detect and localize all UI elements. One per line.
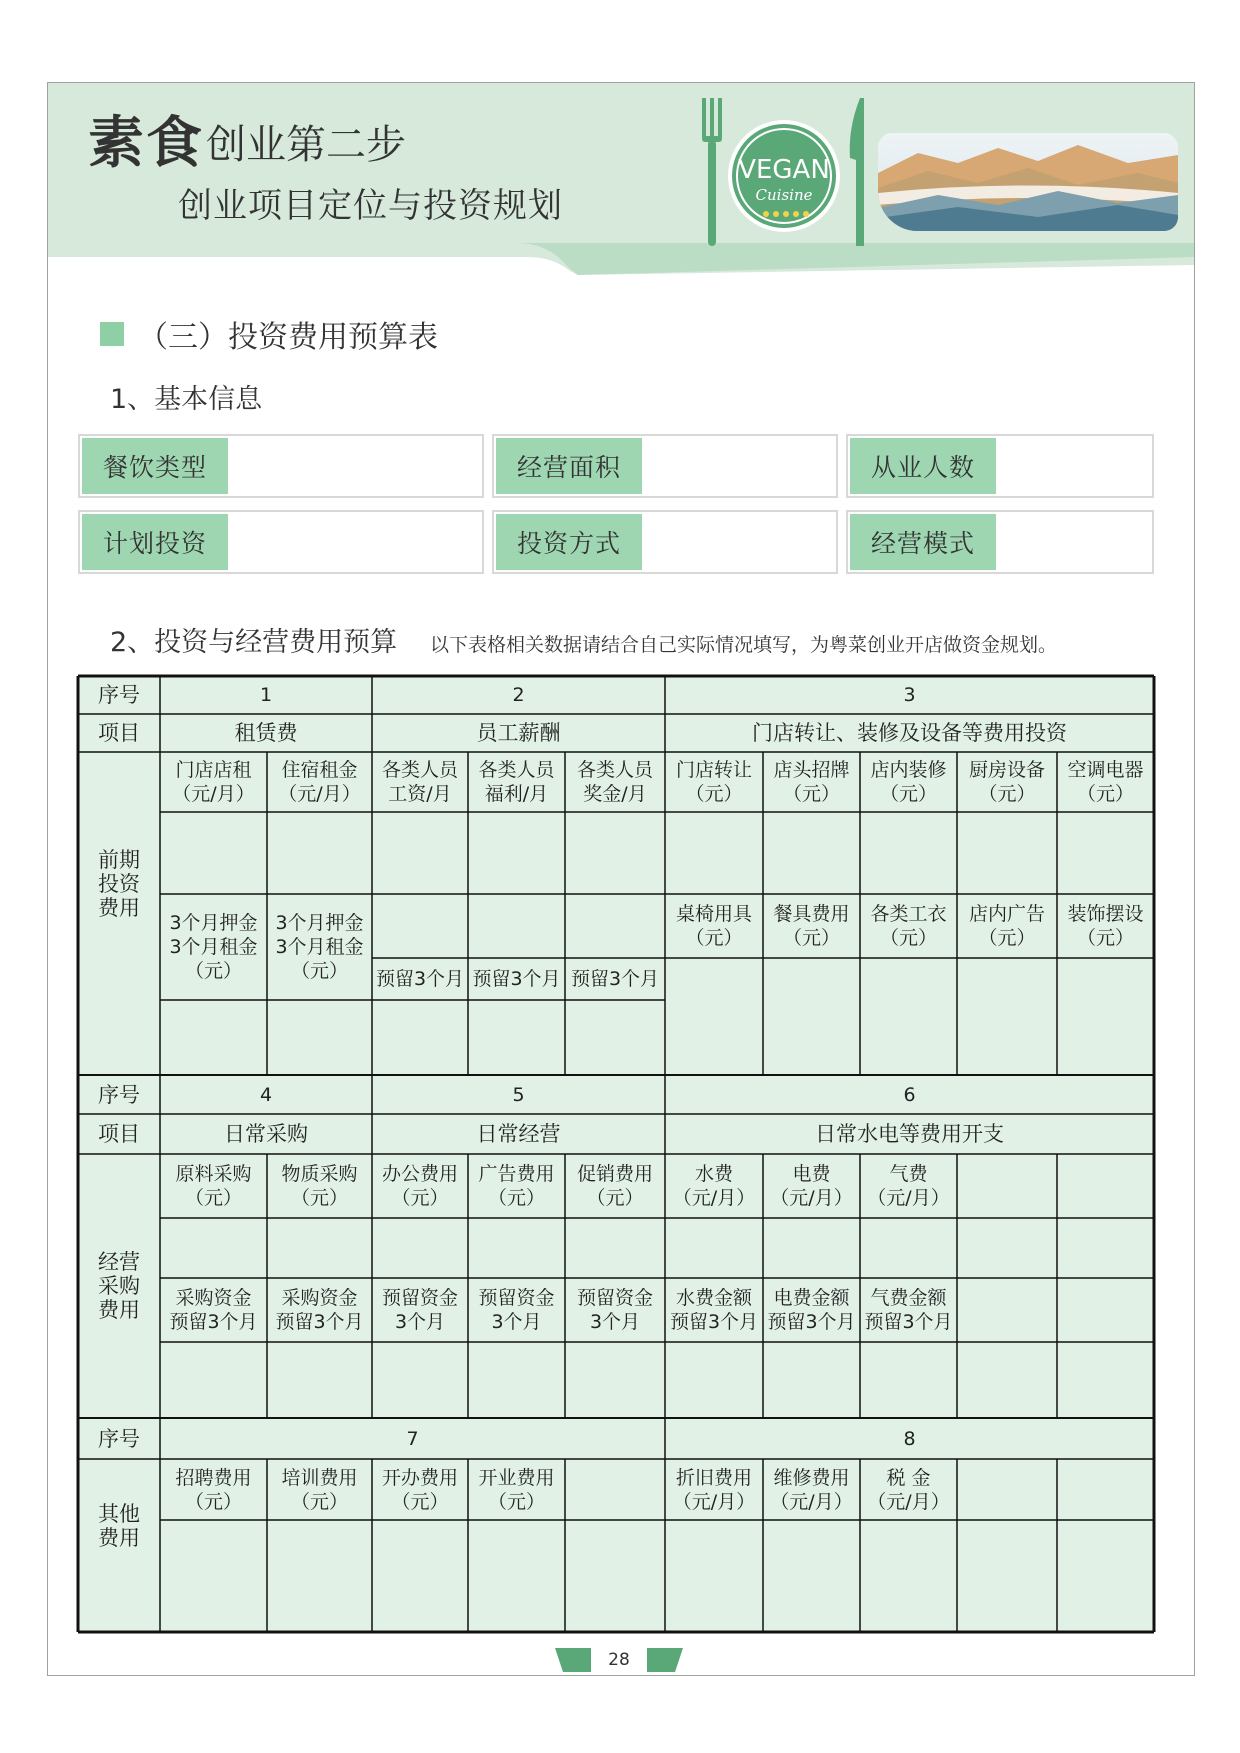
- column-head: 厨房设备 （元）: [968, 759, 1045, 805]
- page-number: 28: [608, 1650, 630, 1670]
- column-head: 各类人员 奖金/月: [576, 759, 653, 805]
- column-head: 培训费用 （元）: [281, 1466, 358, 1513]
- column-head: 水费 （元/月）: [672, 1163, 756, 1209]
- header-title-step: 创业第二步: [206, 122, 406, 168]
- seq-num: 4: [259, 1083, 273, 1106]
- column-head: 采购资金 预留3个月: [275, 1287, 364, 1333]
- column-head: 桌椅用具 （元）: [675, 903, 752, 949]
- column-head: 促销费用 （元）: [576, 1163, 653, 1209]
- seq-num: 5: [512, 1083, 525, 1106]
- column-head: 开业费用 （元）: [478, 1466, 555, 1513]
- section-title-text: （三）投资费用预算表: [138, 320, 438, 355]
- column-head: 空调电器 （元）: [1067, 759, 1144, 805]
- column-head: 采购资金 预留3个月: [169, 1287, 258, 1333]
- item-name: 日常水电等费用开支: [815, 1122, 1004, 1146]
- item-label: 项目: [98, 1122, 140, 1146]
- column-head: 店内广告 （元）: [968, 903, 1045, 949]
- column-head: 装饰摆设 （元）: [1067, 903, 1144, 949]
- subsection-budget: 2、投资与经营费用预算: [110, 627, 398, 658]
- seq-label: 序号: [98, 1426, 140, 1451]
- column-head: 水费金额 预留3个月: [669, 1287, 759, 1333]
- seq-num: 1: [259, 684, 273, 706]
- column-head: 各类工衣 （元）: [870, 903, 947, 949]
- logo-text-cuisine: Cuisine: [755, 186, 813, 204]
- info-label: 经营面积: [496, 438, 642, 494]
- seq-label: 序号: [98, 1082, 140, 1107]
- column-head: 各类人员 福利/月: [478, 759, 555, 805]
- column-head: 各类人员 工资/月: [381, 759, 458, 805]
- column-head: 原料采购 （元）: [175, 1163, 252, 1209]
- subsection-basic-info: 1、基本信息: [110, 384, 263, 415]
- column-head: 预留3个月: [375, 968, 465, 990]
- info-label: 计划投资: [82, 514, 228, 570]
- seq-num: 7: [406, 1427, 419, 1450]
- row-label: 经营 采购 费用: [98, 1250, 140, 1322]
- item-name: 日常采购: [224, 1122, 308, 1146]
- column-head: 开办费用 （元）: [381, 1466, 458, 1513]
- column-head: 预留3个月: [472, 968, 561, 990]
- logo-text-vegan: VEGAN: [738, 155, 830, 185]
- column-head: 电费 （元/月）: [770, 1163, 853, 1209]
- item-name: 门店转让、装修及设备等费用投资: [752, 721, 1067, 745]
- column-head: 招聘费用 （元）: [175, 1466, 252, 1513]
- column-head: 3个月押金 3个月租金 （元）: [275, 912, 364, 982]
- column-head: 店内装修 （元）: [870, 759, 947, 805]
- column-head: 住宿租金 （元/月）: [278, 759, 361, 805]
- column-head: 气费 （元/月）: [867, 1163, 950, 1209]
- column-head: 店头招牌 （元）: [773, 759, 850, 805]
- info-label: 经营模式: [850, 514, 996, 570]
- column-head: 办公费用 （元）: [381, 1163, 458, 1209]
- header-title-big: 素食: [88, 111, 204, 176]
- seq-label: 序号: [98, 683, 140, 707]
- info-label: 投资方式: [496, 514, 642, 570]
- column-head: 预留3个月: [570, 968, 660, 990]
- seq-num: 3: [903, 684, 916, 706]
- item-label: 项目: [98, 721, 140, 745]
- column-head: 预留资金 3个月: [478, 1287, 555, 1333]
- info-label: 从业人数: [850, 438, 996, 494]
- column-head: 预留资金 3个月: [576, 1287, 653, 1333]
- seq-num: 2: [512, 684, 525, 706]
- column-head: 电费金额 预留3个月: [767, 1287, 856, 1333]
- column-head: 税 金 （元/月）: [867, 1466, 950, 1513]
- budget-note: 以下表格相关数据请结合自己实际情况填写，为粤菜创业开店做资金规划。: [430, 634, 1058, 656]
- column-head: 预留资金 3个月: [381, 1287, 458, 1333]
- item-name: 日常经营: [476, 1122, 561, 1146]
- header-subtitle: 创业项目定位与投资规划: [178, 186, 563, 226]
- row-label: 其他 费用: [98, 1501, 140, 1550]
- column-head: 广告费用 （元）: [478, 1163, 555, 1209]
- column-head: 气费金额 预留3个月: [864, 1287, 953, 1333]
- column-head: 维修费用 （元/月）: [770, 1466, 853, 1513]
- column-head: 餐具费用 （元）: [773, 903, 850, 949]
- row-label: 前期 投资 费用: [98, 847, 140, 920]
- seq-num: 6: [903, 1083, 916, 1106]
- seq-num: 8: [903, 1427, 916, 1450]
- item-name: 租赁费: [234, 721, 298, 745]
- column-head: 门店转让 （元）: [675, 759, 752, 805]
- item-name: 员工薪酬: [476, 721, 561, 745]
- column-head: 物质采购 （元）: [281, 1163, 358, 1209]
- column-head: 3个月押金 3个月租金 （元）: [169, 912, 258, 982]
- column-head: 折旧费用 （元/月）: [672, 1466, 756, 1513]
- info-label: 餐饮类型: [82, 438, 228, 494]
- column-head: 门店店租 （元/月）: [172, 759, 255, 805]
